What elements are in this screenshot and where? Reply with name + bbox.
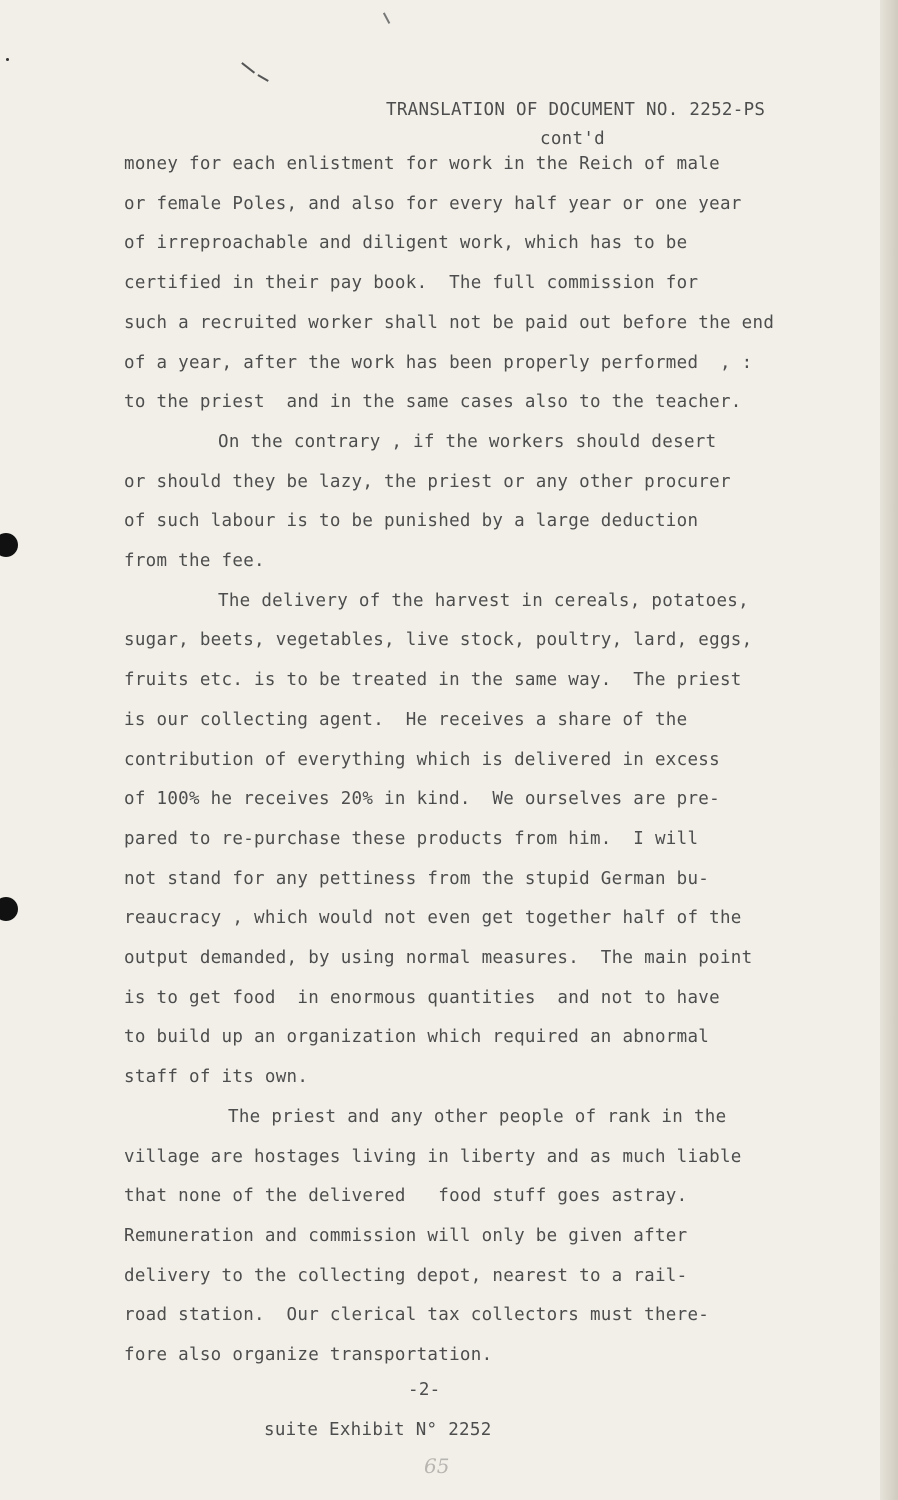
text-line: fore also organize transportation. bbox=[124, 1345, 493, 1365]
text-line: of a year, after the work has been properly performed , : bbox=[124, 352, 753, 373]
text-line: sugar, beets, vegetables, live stock, poultry, lard, eggs, bbox=[124, 630, 753, 651]
text-line: The priest and any other people of rank in the bbox=[228, 1106, 727, 1127]
text-line: money for each enlistment for work in the Reich of male bbox=[124, 154, 720, 174]
punch-hole bbox=[0, 533, 18, 557]
text-line: is our collecting agent. He receives a share of the bbox=[124, 709, 688, 730]
text-line: to build up an organization which required an abnormal bbox=[124, 1027, 710, 1048]
text-line: pared to re-purchase these products from him. I will bbox=[124, 828, 699, 849]
pencil-annotation: 65 bbox=[424, 1454, 450, 1478]
text-line: of irreproachable and diligent work, which has to be bbox=[124, 233, 688, 254]
text-line: contribution of everything which is delivered in excess bbox=[124, 749, 720, 770]
pen-mark bbox=[242, 62, 256, 73]
text-line: from the fee. bbox=[124, 551, 265, 571]
text-line: output demanded, by using normal measures. The main point bbox=[124, 948, 753, 968]
text-line: or female Poles, and also for every half year or one year bbox=[124, 193, 742, 214]
text-line: or should they be lazy, the priest or any other procurer bbox=[124, 471, 731, 492]
punch-hole bbox=[0, 897, 18, 921]
text-line: reaucracy , which would not even get together half of the bbox=[124, 908, 742, 929]
pen-mark bbox=[258, 74, 269, 81]
text-line: fruits etc. is to be treated in the same way. The priest bbox=[124, 670, 742, 691]
page-number: -2- bbox=[408, 1380, 441, 1400]
document-title: TRANSLATION OF DOCUMENT NO. 2252-PS bbox=[386, 100, 766, 120]
text-line: to the priest and in the same cases also to the teacher. bbox=[124, 392, 742, 413]
text-line: is to get food in enormous quantities and not to have bbox=[124, 987, 720, 1008]
text-line: such a recruited worker shall not be paid out before the end bbox=[124, 312, 775, 333]
page-edge bbox=[880, 0, 898, 1500]
text-line: staff of its own. bbox=[124, 1067, 309, 1088]
speck bbox=[6, 58, 9, 61]
continued-label: cont'd bbox=[540, 129, 606, 149]
text-line: of 100% he receives 20% in kind. We ourselves are pre- bbox=[124, 789, 720, 810]
exhibit-label: suite Exhibit N° 2252 bbox=[264, 1420, 492, 1440]
text-line: certified in their pay book. The full commission for bbox=[124, 273, 699, 294]
text-line: delivery to the collecting depot, nearest to a rail- bbox=[124, 1265, 688, 1286]
text-line: not stand for any pettiness from the stupid German bu- bbox=[124, 868, 710, 889]
pen-mark bbox=[383, 12, 390, 23]
text-line: that none of the delivered food stuff goes astray. bbox=[124, 1186, 688, 1207]
text-line: village are hostages living in liberty and as much liable bbox=[124, 1146, 742, 1167]
text-line: The delivery of the harvest in cereals, potatoes, bbox=[218, 590, 749, 611]
text-line: Remuneration and commission will only be given after bbox=[124, 1225, 688, 1246]
text-line: of such labour is to be punished by a large deduction bbox=[124, 511, 699, 532]
text-line: On the contrary , if the workers should desert bbox=[218, 431, 717, 452]
text-line: road station. Our clerical tax collectors must there- bbox=[124, 1305, 710, 1326]
